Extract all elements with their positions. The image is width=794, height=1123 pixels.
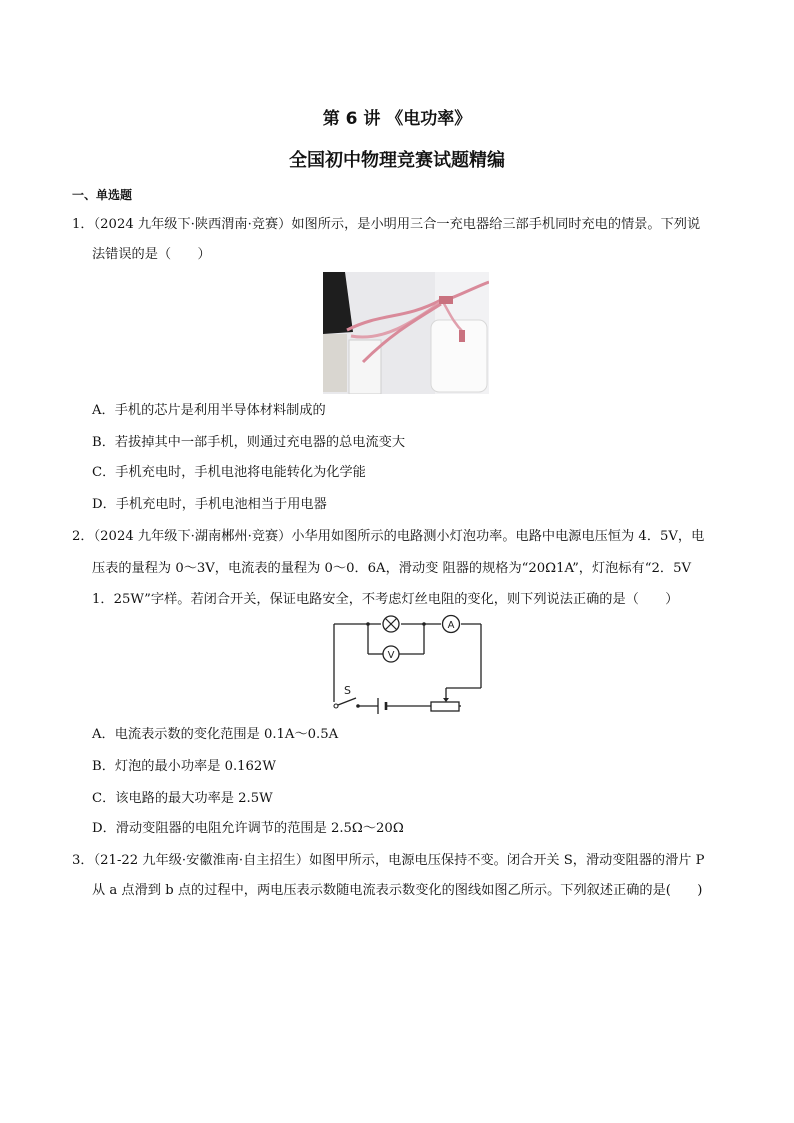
question-2-text-cont2: 1．25W”字样。若闭合开关，保证电路安全，不考虑灯丝电阻的变化，则下列说法正确的是（ ） (92, 592, 679, 607)
voltmeter-icon (383, 646, 399, 662)
question-2-text: 2．（2024 九年级下·湖南郴州·竞赛）小华用如图所示的电路测小灯泡功率。电路中电源电压恒为 4．5V，电 (72, 529, 705, 544)
ammeter-label: A (447, 620, 455, 631)
option-1c: C．手机充电时，手机电池将电能转化为化学能 (92, 465, 366, 480)
option-2a: A．电流表示数的变化范围是 0.1A～0.5A (92, 727, 339, 742)
question-1-text: 1．（2024 九年级下·陕西渭南·竞赛）如图所示，是小明用三合一充电器给三部手机同时充电的情景。下列说 (72, 217, 701, 232)
option-2b: B．灯泡的最小功率是 0.162W (92, 759, 276, 774)
rheostat-icon (431, 698, 459, 711)
collection-title: 全国初中物理竞赛试题精编 (289, 150, 505, 171)
option-1a: A．手机的芯片是利用半导体材料制成的 (92, 403, 326, 418)
question-1-text-cont: 法错误的是（ ） (92, 247, 211, 262)
question-2-text-cont: 压表的量程为 0～3V，电流表的量程为 0～0．6A，滑动变 阻器的规格为“20Ω1A”，灯泡标有“2．5V (92, 561, 691, 576)
charger-photo (323, 272, 489, 394)
voltmeter-label: V (387, 650, 395, 661)
question-3-text-cont: 从 a 点滑到 b 点的过程中，两电压表示数随电流表示数变化的图线如图乙所示。下列叙述正确的是( ) (92, 883, 703, 898)
section-heading: 一、单选题 (72, 188, 133, 202)
lamp-icon (383, 616, 399, 632)
option-2d: D．滑动变阻器的电阻允许调节的范围是 2.5Ω～20Ω (92, 821, 404, 836)
switch-icon (334, 684, 360, 708)
question-3-text: 3．（21-22 九年级·安徽淮南·自主招生）如图甲所示，电源电压保持不变。闭合开关 S，滑动变阻器的滑片 P (72, 853, 705, 868)
option-2c: C．该电路的最大功率是 2.5W (92, 791, 273, 806)
lecture-title: 第 6 讲 《电功率》 (322, 109, 472, 129)
option-1d: D．手机充电时，手机电池相当于用电器 (92, 497, 327, 512)
circuit-diagram (326, 614, 486, 718)
ammeter-icon (443, 616, 460, 633)
phone-silver (323, 334, 347, 392)
option-1b: B．若拔掉其中一部手机，则通过充电器的总电流变大 (92, 435, 406, 450)
battery-icon (378, 698, 386, 714)
switch-label: S (344, 684, 351, 697)
